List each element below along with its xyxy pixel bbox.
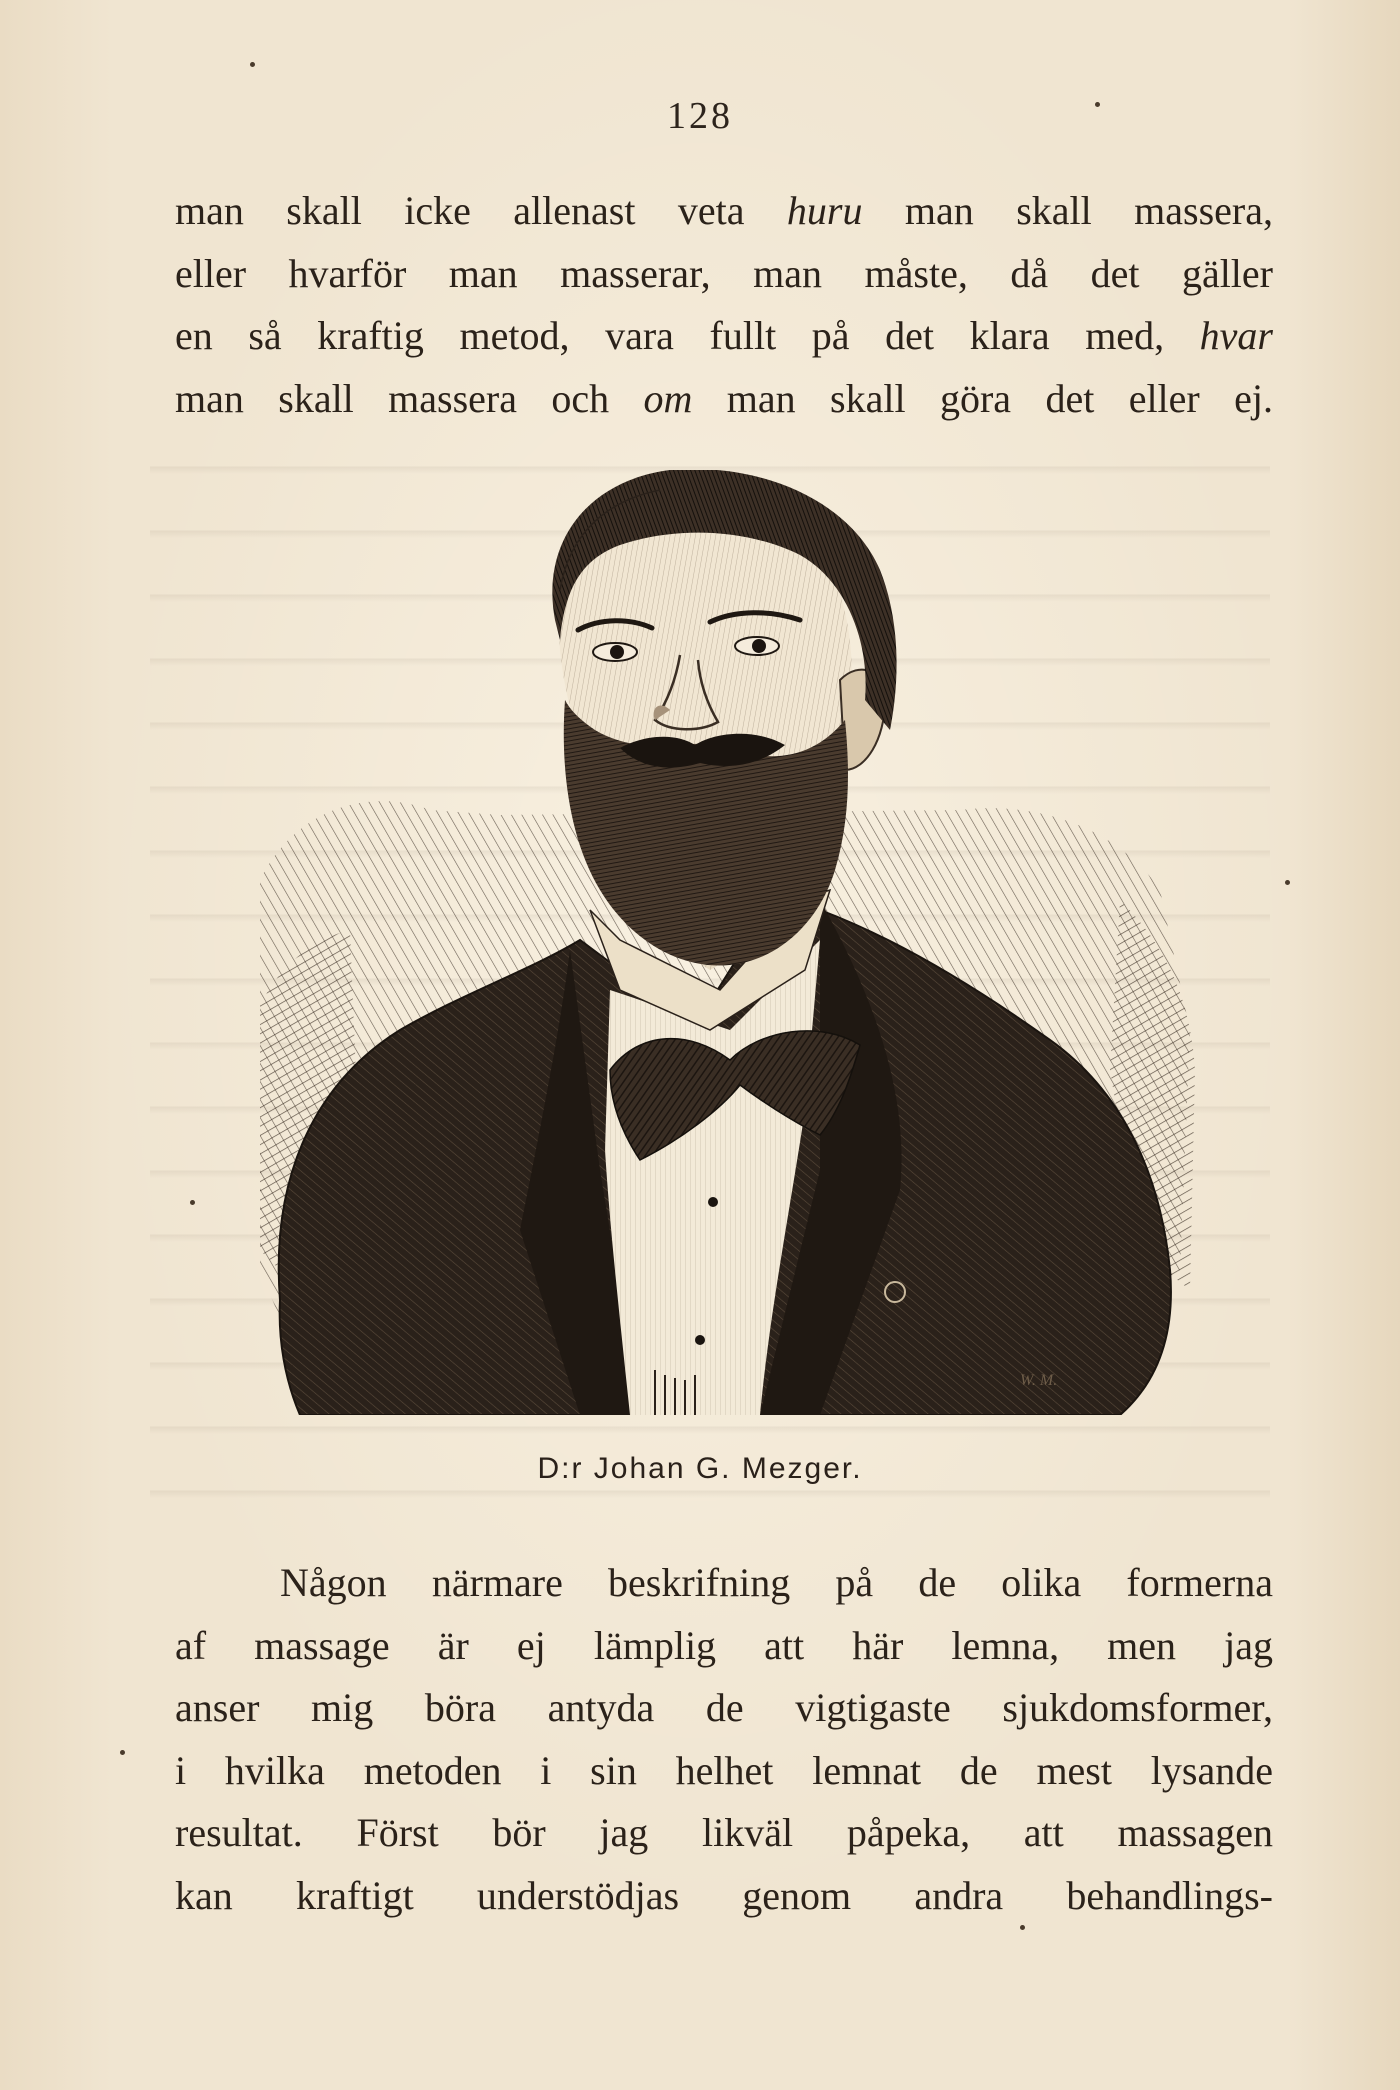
engraver-mark: W. M. bbox=[1020, 1372, 1058, 1389]
text-line: man skall icke allenast veta huru man skall massera, bbox=[175, 188, 1273, 233]
portrait-illustration bbox=[260, 470, 1200, 1415]
text-line: Någon närmare beskrifning på de olika formerna bbox=[280, 1560, 1273, 1605]
text-line: i hvilka metoden i sin helhet lemnat de mest lysande bbox=[175, 1747, 1273, 1793]
paper-speck bbox=[1020, 1925, 1025, 1930]
top-paragraph bbox=[175, 180, 1273, 430]
paper-speck bbox=[120, 1750, 125, 1755]
bottom-paragraph bbox=[175, 1552, 1273, 1927]
paper-speck bbox=[250, 62, 255, 67]
page-number: 128 bbox=[667, 95, 733, 137]
text-line: en så kraftig metod, vara fullt på det klara med, hvar bbox=[175, 313, 1273, 358]
text-line: anser mig böra antyda de vigtigaste sjukdomsformer, bbox=[175, 1685, 1273, 1730]
text-line: resultat. Först bör jag likväl påpeka, att massagen bbox=[175, 1810, 1273, 1855]
text-line: man skall massera och om man skall göra det eller ej. bbox=[175, 375, 1273, 421]
portrait-engraving bbox=[260, 470, 1200, 1415]
text-line: eller hvarför man masserar, man måste, då det gäller bbox=[175, 250, 1273, 296]
portrait-caption: D:r Johan G. Mezger. bbox=[537, 1452, 863, 1485]
text-line: kan kraftigt understödjas genom andra behandlings- bbox=[175, 1872, 1273, 1918]
paper-speck bbox=[1095, 102, 1100, 107]
paper-speck bbox=[190, 1200, 195, 1205]
paper-speck bbox=[1285, 880, 1290, 885]
text-line: af massage är ej lämplig att här lemna, men jag bbox=[175, 1622, 1273, 1668]
